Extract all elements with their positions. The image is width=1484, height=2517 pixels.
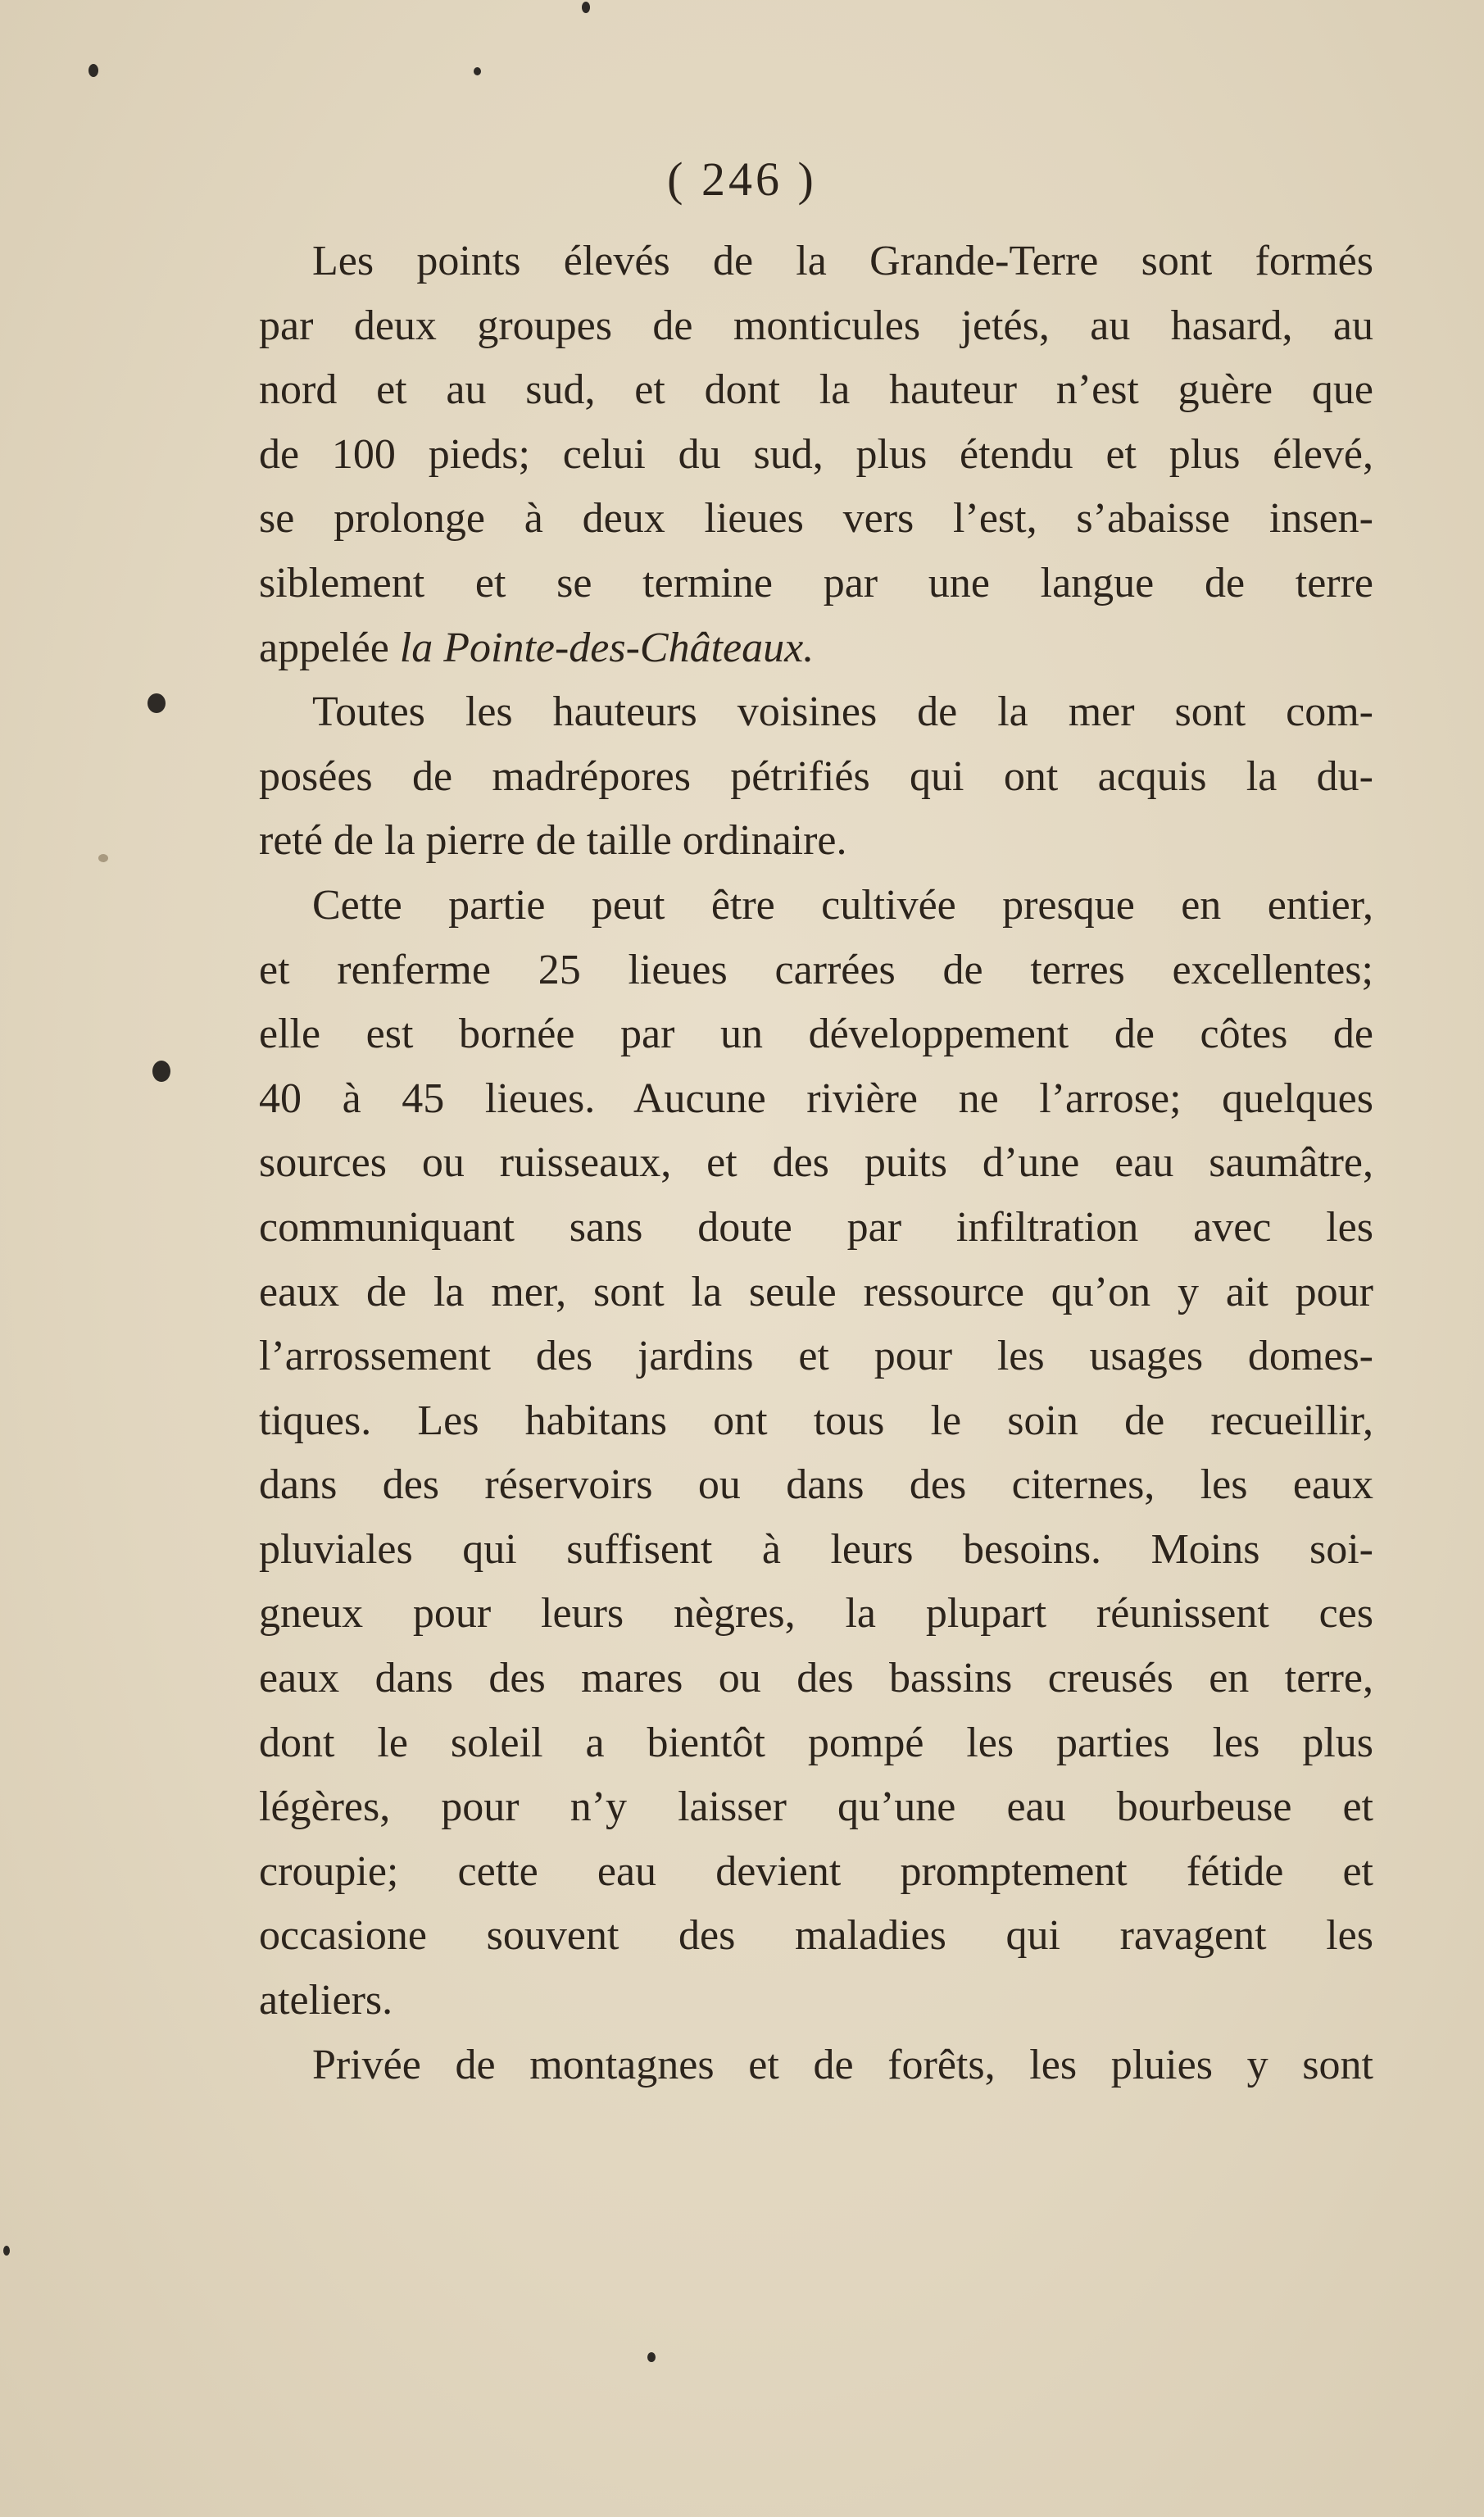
line-text: pluviales qui suffisent à leurs besoins. Moins soi- <box>259 1525 1373 1573</box>
text-line <box>259 294 1373 359</box>
line-text: Toutes les hauteurs voisines de la mer sont com- <box>312 688 1373 736</box>
ink-speck <box>582 2 590 13</box>
line-text: occasione souvent des maladies qui ravagent les <box>259 1912 1373 1960</box>
line-text: dont le soleil a bientôt pompé les parties les plus <box>259 1719 1373 1766</box>
text-line <box>259 1453 1373 1518</box>
line-text: Les points élevés de la Grande-Terre sont formés <box>312 238 1373 284</box>
text-line <box>259 1711 1373 1776</box>
text-line <box>259 1775 1373 1840</box>
line-text: tiques. Les habitans ont tous le soin de recueillir, <box>259 1397 1373 1444</box>
line-text: ateliers. <box>259 1977 393 2024</box>
text-line <box>259 616 1373 681</box>
text-line <box>259 745 1373 810</box>
line-text: de 100 pieds; celui du sud, plus étendu et plus élevé, <box>259 430 1373 478</box>
line-text: dans des réservoirs ou dans des citernes, les eaux <box>259 1461 1373 1509</box>
ink-speck <box>152 1061 170 1082</box>
line-text: siblement et se termine par une langue de terre <box>259 559 1373 607</box>
page-number: ( 246 ) <box>667 152 817 206</box>
body-text <box>259 229 1373 2097</box>
text-line <box>259 1067 1373 1132</box>
place-name-italic: la Pointe-des-Châteaux. <box>399 624 815 671</box>
text-line <box>259 1002 1373 1067</box>
text-line <box>259 1969 1373 2033</box>
line-text: gneux pour leurs nègres, la plupart réunissent ces <box>259 1590 1373 1638</box>
text-line <box>259 1518 1373 1583</box>
text-line <box>259 1904 1373 1969</box>
line-text: croupie; cette eau devient promptement fétide et <box>259 1847 1373 1895</box>
text-line <box>259 423 1373 488</box>
line-text: eaux de la mer, sont la seule ressource qu’on y ait pour <box>259 1268 1373 1315</box>
text-line <box>259 938 1373 1003</box>
text-line <box>259 1261 1373 1325</box>
text-line <box>259 1389 1373 1454</box>
ink-speck <box>3 2246 10 2256</box>
ink-speck <box>474 67 481 75</box>
paper-stain <box>98 854 108 862</box>
text-line <box>259 1131 1373 1196</box>
text-line <box>259 2033 1373 2098</box>
line-text: elle est bornée par un développement de côtes de <box>259 1011 1373 1058</box>
text-line <box>259 809 1373 874</box>
line-text: reté de la pierre de taille ordinaire. <box>259 817 847 865</box>
text-line <box>259 487 1373 552</box>
text-line <box>259 1840 1373 1905</box>
line-text: et renferme 25 lieues carrées de terres excellentes; <box>259 946 1373 993</box>
ink-speck <box>88 64 98 77</box>
text-line <box>259 358 1373 423</box>
line-text: nord et au sud, et dont la hauteur n’est guère que <box>259 366 1373 414</box>
text-line <box>259 1196 1373 1261</box>
line-text: par deux groupes de monticules jetés, au hasard, au <box>259 302 1373 349</box>
text-line <box>259 1582 1373 1647</box>
line-text: Cette partie peut être cultivée presque en entier, <box>312 881 1373 929</box>
line-text: eaux dans des mares ou des bassins creusés en terre, <box>259 1655 1373 1702</box>
text-line <box>259 1324 1373 1389</box>
text-line <box>259 229 1373 294</box>
text-line <box>259 680 1373 745</box>
line-text: se prolonge à deux lieues vers l’est, s’abaisse insen- <box>259 495 1373 543</box>
line-text: sources ou ruisseaux, et des puits d’une eau saumâtre, <box>259 1139 1373 1187</box>
text-line <box>259 1647 1373 1711</box>
line-text: 40 à 45 lieues. Aucune rivière ne l’arrose; quelques <box>259 1074 1373 1122</box>
text-line <box>259 552 1373 616</box>
line-text: légères, pour n’y laisser qu’une eau bourbeuse et <box>259 1783 1373 1831</box>
line-text: posées de madrépores pétrifiés qui ont acquis la du- <box>259 752 1373 800</box>
line-text: communiquant sans doute par infiltration avec les <box>259 1203 1373 1251</box>
line-text: l’arrossement des jardins et pour les usages domes- <box>259 1333 1373 1380</box>
ink-speck <box>647 2352 656 2362</box>
line-text: appelée <box>259 624 400 671</box>
text-line <box>259 874 1373 938</box>
ink-speck <box>147 693 166 713</box>
line-text: Privée de montagnes et de forêts, les pluies y sont <box>312 2041 1373 2088</box>
